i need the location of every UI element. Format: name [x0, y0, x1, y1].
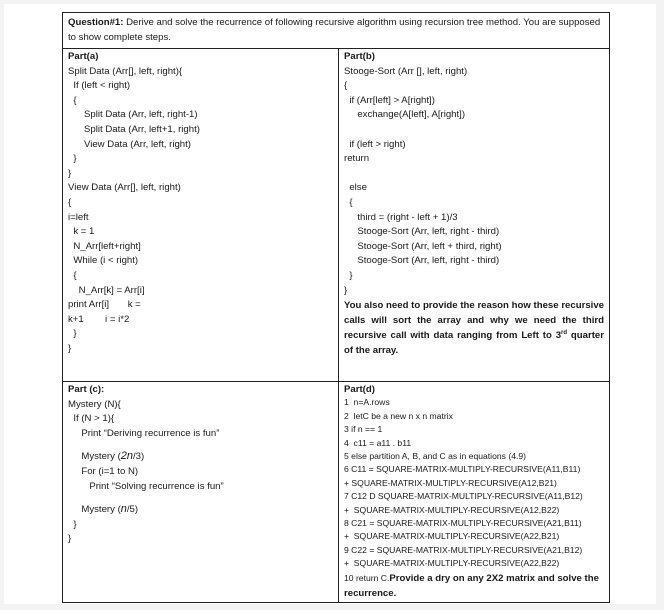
part-a-line: print Arr[i] k = — [68, 299, 141, 311]
part-d-line: 6 C11 = SQUARE-MATRIX-MULTIPLY-RECURSIVE(A11,B11) — [344, 464, 581, 475]
part-a-line: { — [68, 94, 77, 106]
part-a-line: } — [68, 328, 77, 340]
part-d-line: + SQUARE-MATRIX-MULTIPLY-RECURSIVE(A22,B22) — [344, 558, 560, 569]
part-b-cell — [339, 49, 610, 382]
part-c-line: Print “Solving recurrence is fun” — [68, 480, 224, 492]
part-d-line: 5 else partition A, B, and C as in equations (4.9) — [344, 451, 527, 462]
part-a-cell — [63, 49, 339, 382]
part-d-line: 2 letC be a new n x n matrix — [344, 410, 453, 421]
part-b-line: Stooge-Sort (Arr, left + third, right) — [344, 240, 502, 252]
part-b-code — [344, 65, 604, 299]
question-header — [63, 13, 610, 49]
part-d-last — [344, 571, 604, 601]
document-page — [4, 4, 656, 604]
part-c-line: For (i=1 to N) — [68, 465, 139, 477]
part-c-line: Print “Deriving recurrence is fun” — [68, 427, 220, 439]
part-a-line: Split Data (Arr, left+1, right) — [68, 123, 200, 135]
part-a-line: N_Arr[left+right] — [68, 240, 141, 252]
part-d-code — [344, 396, 604, 570]
part-c-line: If (N > 1){ — [68, 413, 115, 425]
question-label: Question#1: — [68, 17, 124, 28]
part-a-line: N_Arr[k] = Arr[i] — [68, 284, 145, 296]
mystery-call-2-frac: n — [120, 503, 127, 516]
mystery-call-1 — [68, 449, 333, 465]
part-d-line: 3 if n == 1 — [344, 424, 383, 435]
part-d-cell — [339, 382, 610, 603]
question-text: Derive and solve the recurrence of following recursive algorithm using recursion tree method. You are supposed to show complete steps. — [68, 17, 601, 43]
part-b-note — [344, 298, 604, 358]
part-b-title: Part(b) — [344, 51, 375, 62]
part-a-code — [68, 65, 333, 357]
part-b-line: third = (right - left + 1)/3 — [344, 211, 458, 223]
part-c-title: Part (c): — [68, 384, 105, 395]
part-d-line: + SQUARE-MATRIX-MULTIPLY-RECURSIVE(A22,B21) — [344, 531, 560, 542]
part-c-line: Mystery (N){ — [68, 398, 121, 410]
part-b-line: if (Arr[left] > A[right]) — [344, 94, 435, 106]
part-a-line: i=left — [68, 211, 89, 223]
part-b-line: } — [344, 269, 353, 281]
part-b-line — [344, 167, 604, 182]
part-d-line: + SQUARE-MATRIX-MULTIPLY-RECURSIVE(A12,B21) — [344, 477, 557, 488]
part-a-line: { — [68, 196, 72, 208]
part-b-line — [344, 123, 604, 138]
part-a-line: While (i < right) — [68, 255, 139, 267]
mystery-call-2-pre: Mystery ( — [68, 504, 121, 516]
part-a-line: } — [68, 167, 72, 179]
part-d-title: Part(d) — [344, 384, 375, 395]
question-table — [62, 12, 610, 603]
mystery-call-1-pre: Mystery ( — [68, 451, 121, 463]
part-d-line: 1 n=A.rows — [344, 397, 390, 408]
part-a-line: k+1 i = i*2 — [68, 313, 130, 325]
part-a-line: If (left < right) — [68, 80, 131, 92]
part-b-line: Stooge-Sort (Arr, left, right - third) — [344, 226, 500, 238]
part-b-line: return — [344, 153, 370, 165]
part-d-last-pre: 10 return C. — [344, 572, 390, 583]
part-c-line: } — [68, 518, 77, 530]
part-c-line: } — [68, 533, 72, 545]
part-b-line: Stooge-Sort (Arr [], left, right) — [344, 65, 468, 77]
part-a-line: View Data (Arr[], left, right) — [68, 182, 181, 194]
part-d-line: + SQUARE-MATRIX-MULTIPLY-RECURSIVE(A12,B22) — [344, 504, 560, 515]
part-a-title: Part(a) — [68, 51, 99, 62]
part-a-line: } — [68, 153, 77, 165]
part-b-line: } — [344, 284, 348, 296]
part-d-line: 7 C12 D SQUARE-MATRIX-MULTIPLY-RECURSIVE(A11,B12) — [344, 491, 583, 502]
part-a-line: } — [68, 342, 72, 354]
part-b-note-end: quarter of the array. — [344, 330, 604, 357]
part-c-cell — [63, 382, 339, 603]
mystery-call-1-post: /3) — [133, 451, 145, 463]
part-b-line: else — [344, 182, 367, 194]
part-b-line: Stooge-Sort (Arr, left, right - third) — [344, 255, 500, 267]
part-a-line: { — [68, 269, 77, 281]
part-d-line: 8 C21 = SQUARE-MATRIX-MULTIPLY-RECURSIVE(A21,B11) — [344, 518, 582, 529]
part-d-line: 9 C22 = SQUARE-MATRIX-MULTIPLY-RECURSIVE(A21,B12) — [344, 544, 583, 555]
part-a-line: View Data (Arr, left, right) — [68, 138, 191, 150]
part-d-line: 4 c11 = a11 . b11 — [344, 437, 412, 448]
part-d-last-bold: Provide a dry on any 2X2 matrix and solve the recurrence. — [344, 572, 599, 599]
part-b-line: { — [344, 196, 353, 208]
part-a-line: k = 1 — [68, 226, 95, 238]
part-b-line: exchange(A[left], A[right]) — [344, 109, 466, 121]
part-b-line: if (left > right) — [344, 138, 406, 150]
part-b-note-sup: rd — [561, 329, 568, 336]
part-b-line: { — [344, 80, 348, 92]
mystery-call-1-frac: 2n — [120, 450, 134, 463]
mystery-call-2-post: /5) — [126, 504, 139, 516]
part-b-note-main: You also need to provide the reason how these recursive calls will sort the array and why we need the third recursive call with data ranging from Left to 3 — [344, 300, 604, 342]
mystery-call-2 — [68, 502, 333, 518]
part-a-line: Split Data (Arr[], left, right){ — [68, 65, 183, 77]
part-a-line: Split Data (Arr, left, right-1) — [68, 109, 198, 121]
